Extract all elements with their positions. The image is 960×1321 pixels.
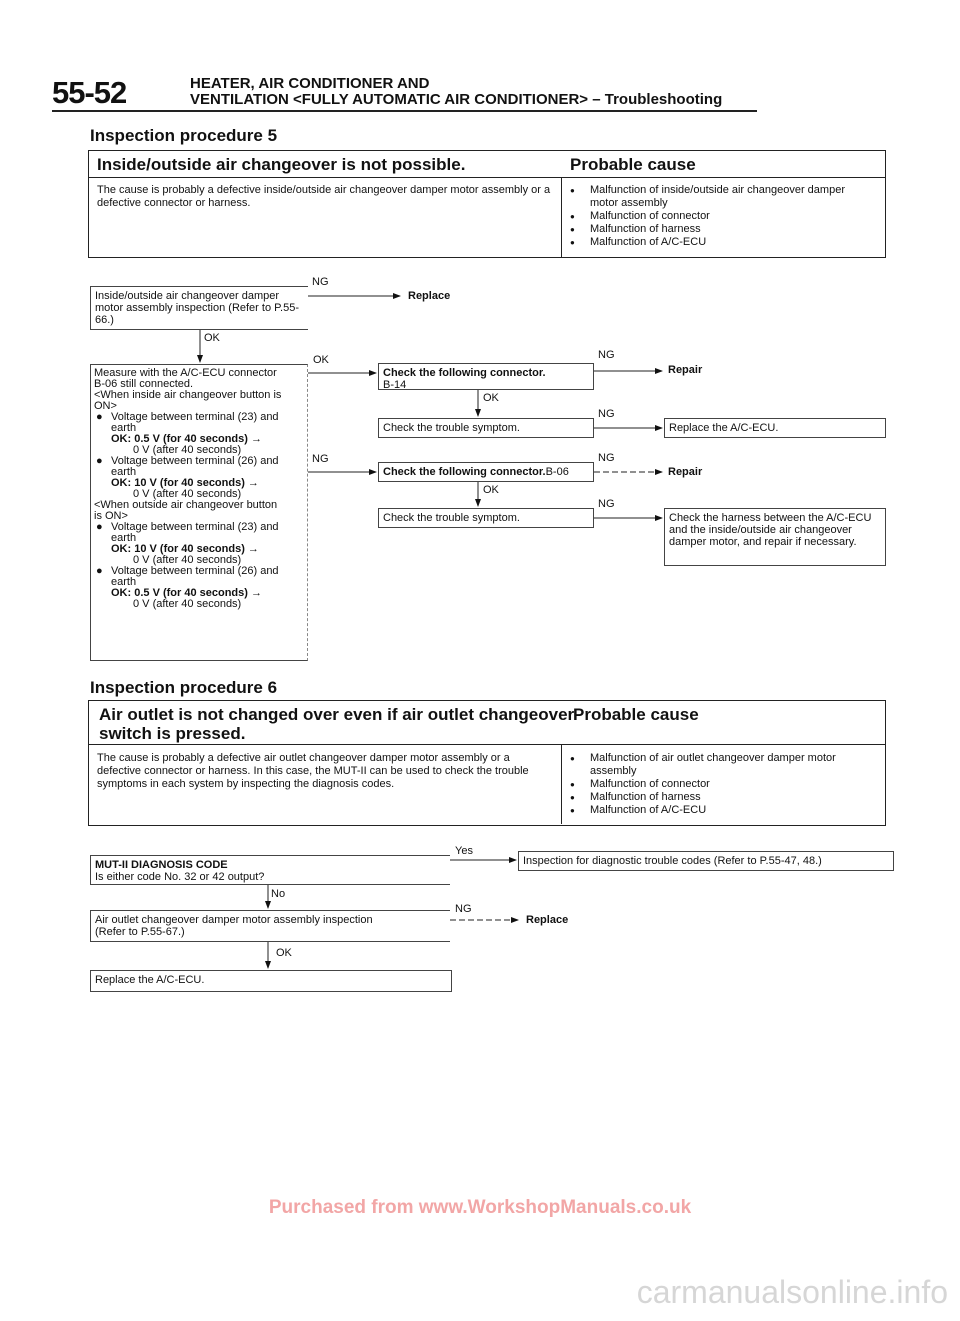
flow5-check-symptom-2: Check the trouble symptom. (378, 508, 594, 528)
measure-line: B-06 still connected. (94, 378, 194, 390)
flow5-ng-5: NG (598, 452, 615, 464)
flow5-ng-4: NG (598, 408, 615, 420)
damper-ref-text: (Refer to P.55-67.) (95, 926, 185, 938)
flow5-replace: Replace (408, 290, 451, 302)
measure-line: Measure with the A/C-ECU connector (94, 367, 277, 379)
proc6-description: The cause is probably a defective air outlet changeover damper motor assembly or a defective connector or harness. In this case, the MUT-II can be used to check the trouble symptoms in each system by inspecting the diagnosis codes. (97, 752, 529, 790)
flow5-ok-2: OK (313, 354, 329, 366)
flow5-ng-1: NG (312, 276, 329, 288)
damper-check-text: Air outlet changeover damper motor assembly inspection (95, 914, 373, 926)
proc6-table-title-1: Air outlet is not changed over even if air outlet changeover (99, 705, 575, 724)
measure-line: 0 V (after 40 seconds) (133, 598, 242, 610)
measure-line: Voltage between terminal (26) and (111, 565, 279, 577)
cause-item: ● Malfunction of harness (566, 791, 876, 804)
check-b14-title: Check the following connector. (383, 367, 546, 379)
measure-line: OK: 10 V (for 40 seconds) → (111, 477, 259, 489)
proc6-title: Inspection procedure 6 (90, 678, 278, 697)
measure-line: earth (111, 466, 137, 478)
flow5-ok-1: OK (204, 332, 220, 344)
measure-line: Voltage between terminal (23) and (111, 411, 279, 423)
flow5-ok-4: OK (483, 484, 499, 496)
watermark: carmanualsonline.info (636, 1274, 948, 1310)
cause-item: ● Malfunction of harness (566, 223, 876, 236)
measure-line: Voltage between terminal (26) and (111, 455, 279, 467)
flow5-check-harness: Check the harness between the A/C-ECU and the inside/outside air changeover damper motor, and repair if necessary. (664, 508, 886, 566)
check-b06-code: B-06 (545, 466, 569, 478)
flow5-ng-6: NG (598, 498, 615, 510)
flow6-replace: Replace (526, 914, 569, 926)
flow5-ok-3: OK (483, 392, 499, 404)
measure-line: <When inside air changeover button is (94, 389, 282, 401)
measure-line: <When outside air changeover button (94, 499, 278, 511)
flow5-check-symptom-1: Check the trouble symptom. (378, 418, 594, 438)
cause-item: ● Malfunction of air outlet changeover damper motor assembly (566, 752, 876, 778)
measure-line: 0 V (after 40 seconds) (133, 488, 242, 500)
proc5-table-title: Inside/outside air changeover is not possible. (97, 155, 466, 174)
cause-item: ● Malfunction of A/C-ECU (566, 804, 876, 817)
flow6-yes: Yes (455, 845, 473, 857)
proc6-cause-header: Probable cause (573, 705, 699, 724)
check-b14-code: B-14 (383, 379, 407, 391)
cause-item: ● Malfunction of connector (566, 210, 876, 223)
cause-item: ● Malfunction of inside/outside air changeover damper motor assembly (566, 184, 876, 210)
flow5-step-damper-inspection: Inside/outside air changeover damper motor assembly inspection (Refer to P.55-66.) (90, 286, 308, 330)
cause-item: ● Malfunction of A/C-ECU (566, 236, 876, 249)
measure-line: earth (111, 422, 137, 434)
flow5-ng-3: NG (598, 349, 615, 361)
proc6-table-title-2: switch is pressed. (99, 724, 246, 743)
proc5-title: Inspection procedure 5 (90, 126, 278, 145)
flow6-ok: OK (276, 947, 292, 959)
header-line-2: VENTILATION <FULLY AUTOMATIC AIR CONDITIONER> – Troubleshooting (190, 91, 723, 108)
cause-item: ● Malfunction of connector (566, 778, 876, 791)
purchase-footer: Purchased from www.WorkshopManuals.co.uk (268, 1197, 692, 1218)
flow5-replace-ecu: Replace the A/C-ECU. (664, 418, 886, 438)
page-number: 55-52 (52, 75, 127, 110)
measure-line: 0 V (after 40 seconds) (133, 444, 242, 456)
measure-line: OK: 0.5 V (for 40 seconds) → (111, 587, 262, 599)
measure-line: earth (111, 576, 137, 588)
flow5-ng-2: NG (312, 453, 329, 465)
measure-line: OK: 0.5 V (for 40 seconds) → (111, 433, 262, 445)
measure-line: earth (111, 532, 137, 544)
proc5-cause-header: Probable cause (570, 155, 696, 174)
measure-line: OK: 10 V (for 40 seconds) → (111, 543, 259, 555)
header-line-1: HEATER, AIR CONDITIONER AND (190, 75, 430, 92)
measure-line: ON> (94, 400, 117, 412)
mut-question: Is either code No. 32 or 42 output? (95, 871, 265, 883)
measure-line: is ON> (94, 510, 128, 522)
flow6-ng: NG (455, 903, 472, 915)
check-b06-title: Check the following connector. (383, 466, 546, 478)
flow6-no: No (271, 888, 286, 900)
flow5-repair-1: Repair (668, 364, 703, 376)
flow6-inspection-dtc: Inspection for diagnostic trouble codes (Refer to P.55-47, 48.) (518, 851, 894, 871)
mut-title: MUT-II DIAGNOSIS CODE (95, 859, 228, 871)
measure-line: Voltage between terminal (23) and (111, 521, 279, 533)
flow5-repair-2: Repair (668, 466, 703, 478)
measure-line: 0 V (after 40 seconds) (133, 554, 242, 566)
proc5-description: The cause is probably a defective inside/outside air changeover damper motor assembly or a defective connector or harness. (97, 184, 551, 209)
flow6-replace-ecu: Replace the A/C-ECU. (90, 970, 452, 992)
